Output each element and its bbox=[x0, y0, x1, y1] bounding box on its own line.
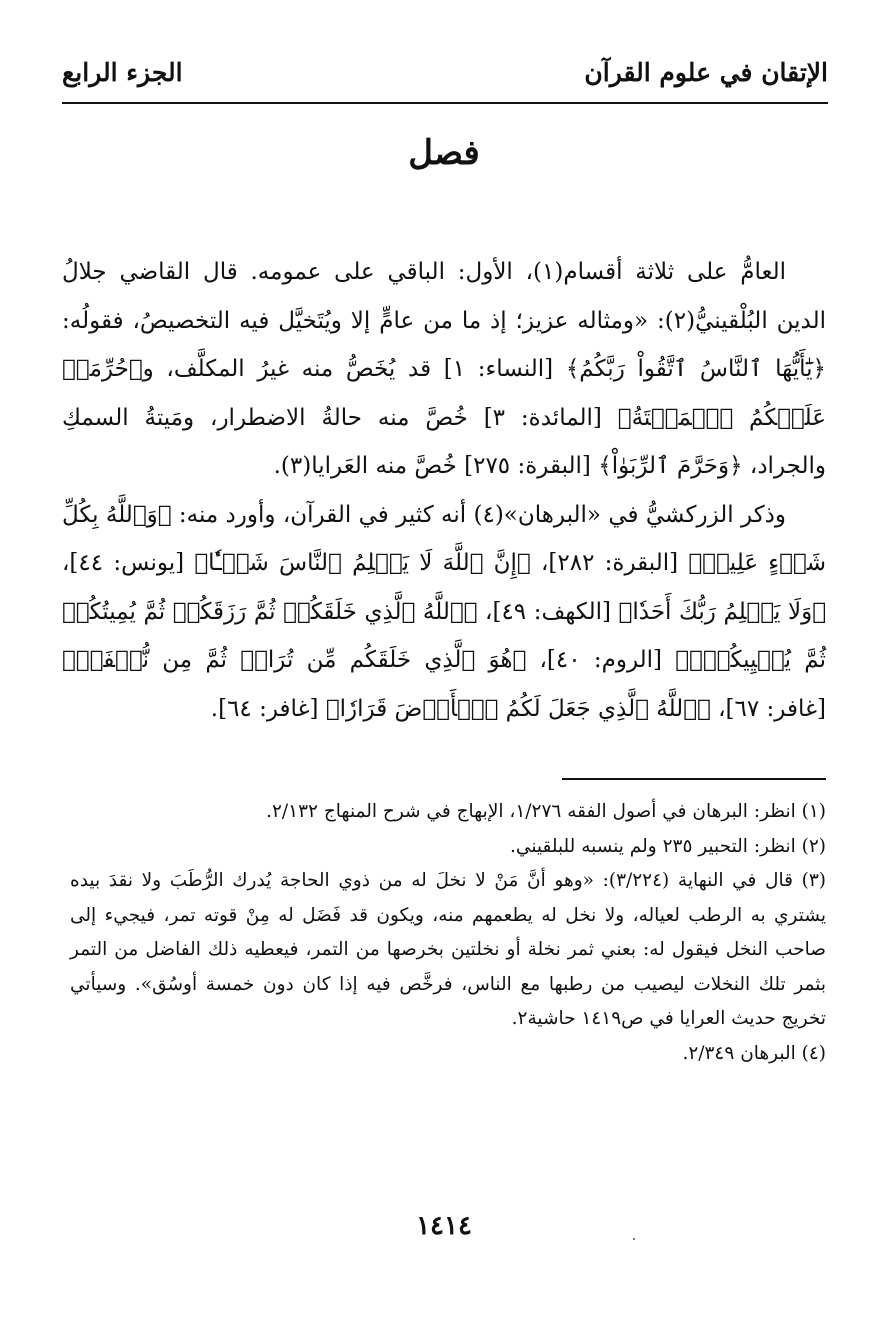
page-number: ١٤١٤ bbox=[416, 1211, 472, 1241]
footnote-3: (٣) قال في النهاية (٣/٢٢٤): «وهو أنَّ مَنْ لا نخلَ له من ذوي الحاجة يُدرك الرُّطَبَ ولا نقدَ بيده يشتري به الرطب لعياله، ولا نخل له يطعمهم منه، ويكون قد فَضَل له مِنْ قوته تمر، فيجيء إلى صاحب النخل فيقول له: بعني ثمر نخلة أو نخلتين بخرصها من التمر، فيعطيه ذلك الفاضل من التمر بثمر تلك النخلات ليصيب من رطبها مع الناس، فرخَّص فيه إذا كان دون خمسة أوسُق». وسيأتي تخريج حديث العرايا في ص١٤١٩ حاشية٢. bbox=[70, 870, 826, 1029]
footnote-4: (٤) البرهان ٢/٣٤٩. bbox=[682, 1042, 826, 1064]
book-title: الإتقان في علوم القرآن bbox=[584, 58, 828, 87]
scan-speck bbox=[633, 1238, 635, 1240]
running-header bbox=[62, 50, 828, 104]
footnote-2: (٢) انظر: التحبير ٢٣٥ ولم ينسبه للبلقيني. bbox=[510, 835, 826, 857]
volume-label: الجزء الرابع bbox=[62, 58, 183, 87]
paragraph: وذكر الزركشيُّ في «البرهان»(٤) أنه كثير في القرآن، وأورد منه: ﴿وَٱللَّهُ بِكُلِّ شَيۡءٍ عَلِيمٞ﴾ [البقرة: ٢٨٢]، ﴿إِنَّ ٱللَّهَ لَا يَظۡلِمُ ٱلنَّاسَ شَيۡـٔٗا﴾ [يونس: ٤٤]، ﴿وَلَا يَظۡلِمُ رَبُّكَ أَحَدٗا﴾ [الكهف: ٤٩]، ﴿ٱللَّهُ ٱلَّذِي خَلَقَكُمۡ ثُمَّ رَزَقَكُمۡ ثُمَّ يُمِيتُكُمۡ ثُمَّ يُحۡيِيكُمۡۖ﴾ [الروم: ٤٠]، ﴿هُوَ ٱلَّذِي خَلَقَكُم مِّن تُرَابٖ ثُمَّ مِن نُّطۡفَةٖ﴾ [غافر: ٦٧]، ﴿ٱللَّهُ ٱلَّذِي جَعَلَ لَكُمُ ٱلۡأَرۡضَ قَرَارٗا﴾ [غافر: ٦٤]. bbox=[62, 501, 826, 722]
footnotes bbox=[70, 795, 826, 1071]
footnote-1: (١) انظر: البرهان في أصول الفقه ١/٢٧٦، الإبهاج في شرح المنهاج ٢/١٣٢. bbox=[266, 801, 826, 822]
chapter-title: فصل bbox=[408, 133, 480, 173]
main-text bbox=[62, 248, 826, 733]
paragraph: العامُّ على ثلاثة أقسام(١)، الأول: الباقي على عمومه. قال القاضي جلالُ الدين البُلْقينيُّ(٢): «ومثاله عزيز؛ إذ ما من عامٍّ إلا ويُتَخيَّل فيه التخصيصُ، فقولُه: ﴿يَٰٓأَيُّهَا ٱلنَّاسُ ٱتَّقُواْ رَبَّكُمُ﴾ [النساء: ١] قد يُخَصُّ منه غيرُ المكلَّف، و﴿حُرِّمَتۡ عَلَيۡكُمُ ٱلۡمَيۡتَةُ﴾ [المائدة: ٣] خُصَّ منه حالةُ الاضطرار، ومَيتةُ السمكِ والجراد، ﴿وَحَرَّمَ ٱلرِّبَوٰاْ﴾ [البقرة: ٢٧٥] خُصَّ منه العَرايا(٣). bbox=[62, 259, 827, 479]
footnote-divider bbox=[562, 778, 826, 780]
